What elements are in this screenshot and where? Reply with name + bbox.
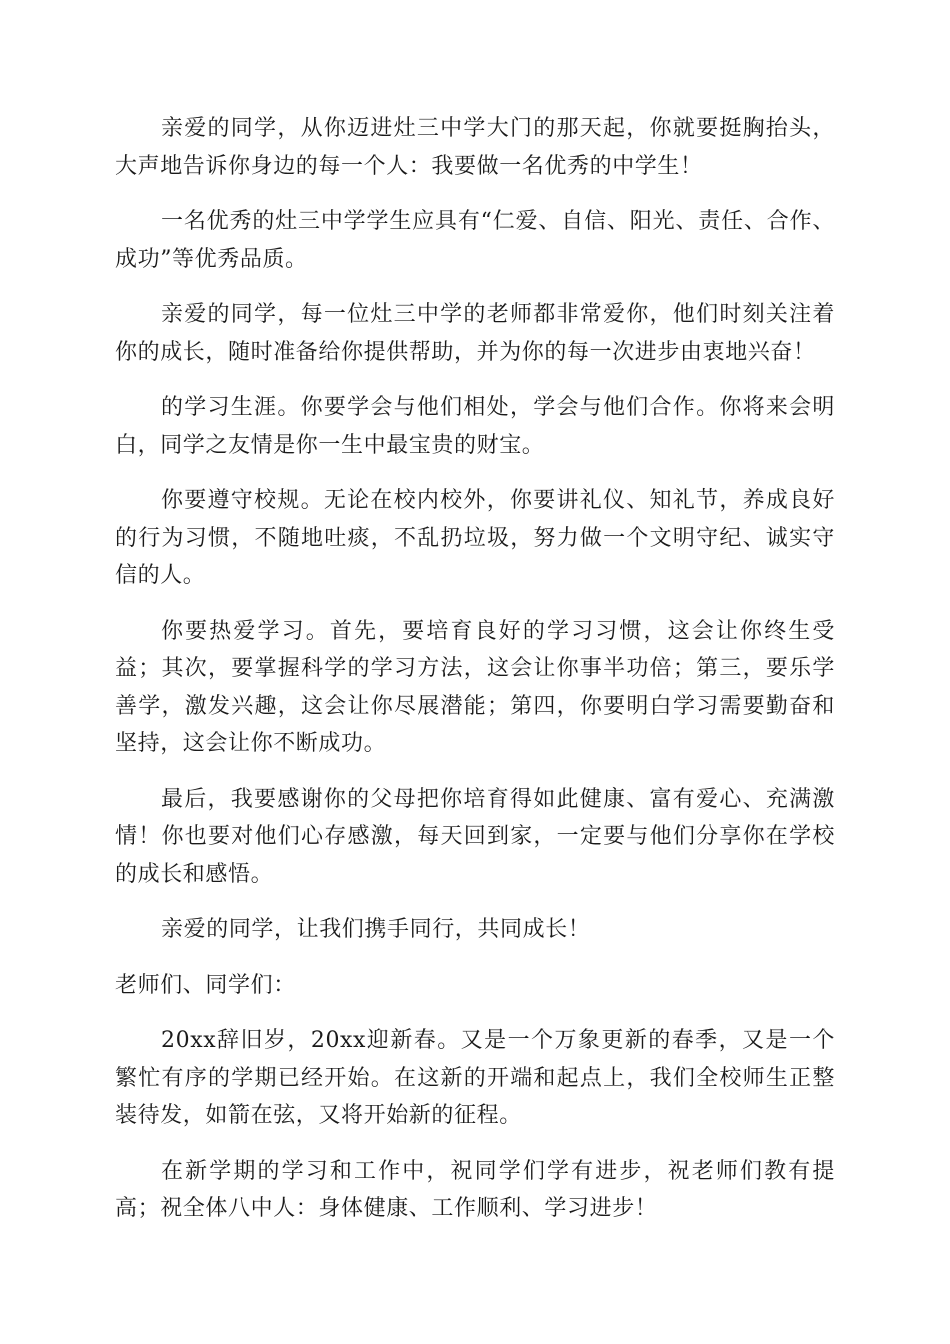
- paragraph-8: 亲爱的同学，让我们携手同行，共同成长！: [161, 917, 591, 942]
- paragraph-2: 一名优秀的灶三中学学生应具有“仁爱、自信、阳光、责任、合作、成功”等优秀品质。: [115, 209, 835, 272]
- paragraph-5: 你要遵守校规。无论在校内校外，你要讲礼仪、知礼节，养成良好的行为习惯，不随地吐痰，不乱扔垃圾，努力做一个文明守纪、诚实守信的人。: [115, 488, 835, 588]
- paragraph-6: 你要热爱学习。首先，要培育良好的学习习惯，这会让你终生受益；其次，要掌握科学的学习方法，这会让你事半功倍；第三，要乐学善学，激发兴趣，这会让你尽展潜能；第四，你要明白学习需要勤奋和坚持，这会让你不断成功。: [115, 618, 835, 756]
- salutation: 老师们、同学们：: [115, 972, 296, 998]
- paragraph-7: 最后，我要感谢你的父母把你培育得如此健康、富有爱心、充满激情！你也要对他们心存感激，每天回到家，一定要与他们分享你在学校的成长和感悟。: [115, 786, 835, 887]
- paragraph-11: 在新学期的学习和工作中，祝同学们学有进步，祝老师们教有提高；祝全体八中人：身体健康、工作顺利、学习进步！: [115, 1158, 835, 1221]
- paragraph-3: 亲爱的同学，每一位灶三中学的老师都非常爱你，他们时刻关注着你的成长，随时准备给你提供帮助，并为你的每一次进步由衷地兴奋！: [115, 302, 835, 365]
- document-body: [115, 110, 835, 1246]
- paragraph-10: 20xx辞旧岁，20xx迎新春。又是一个万象更新的春季，又是一个繁忙有序的学期已经开始。在这新的开端和起点上，我们全校师生正整装待发，如箭在弦，又将开始新的征程。: [115, 1028, 835, 1128]
- paragraph-4: 的学习生涯。你要学会与他们相处，学会与他们合作。你将来会明白，同学之友情是你一生中最宝贵的财宝。: [115, 395, 835, 458]
- paragraph-1: 亲爱的同学，从你迈进灶三中学大门的那天起，你就要挺胸抬头，大声地告诉你身边的每一个人：我要做一名优秀的中学生！: [115, 116, 835, 179]
